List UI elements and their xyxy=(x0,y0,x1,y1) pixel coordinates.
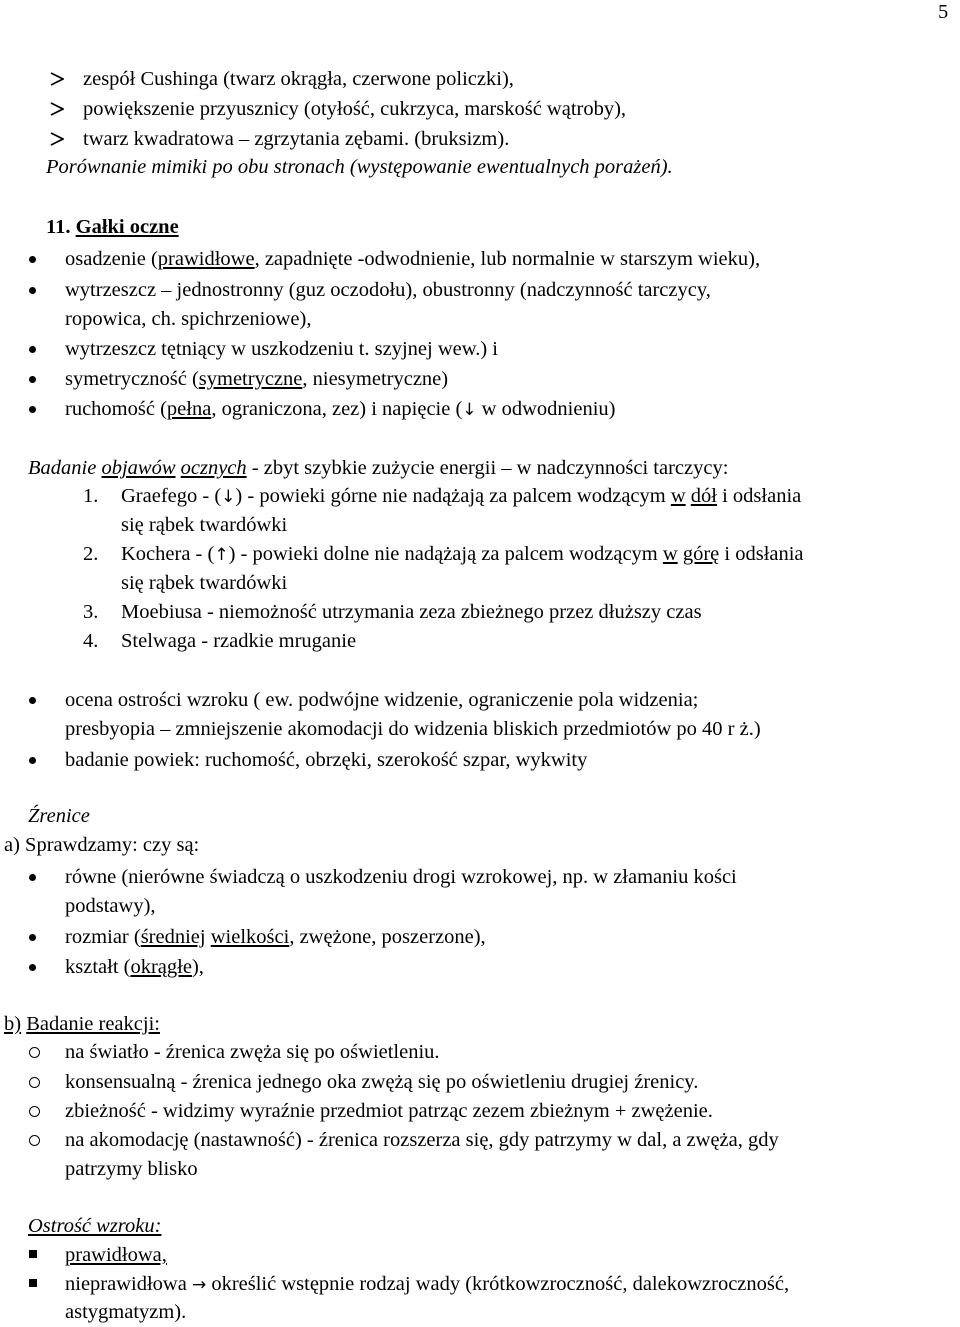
bullet-icon xyxy=(29,406,36,413)
list-item: kształt (okrągłe), xyxy=(65,956,204,978)
badanie-heading: Badanie objawów ocznych - zbyt szybkie zużycie energii – w nadczynności tarczycy: xyxy=(28,457,729,479)
list-item: badanie powiek: ruchomość, obrzęki, szerokość szpar, wykwity xyxy=(65,749,588,771)
list-item: ocena ostrości wzroku ( ew. podwójne widzenie, ograniczenie pola widzenia; xyxy=(65,689,699,711)
page-number: 5 xyxy=(938,1,949,23)
list-item: nieprawidłowa → określić wstępnie rodzaj wady (krótkowzroczność, dalekowzroczność, xyxy=(65,1273,790,1295)
list-item: na akomodację (nastawność) - źrenica rozszerza się, gdy patrzymy w dal, a zwęża, gdy xyxy=(65,1129,779,1151)
list-item-continuation: się rąbek twardówki xyxy=(121,514,288,536)
list-number: 4. xyxy=(83,630,99,652)
list-item-continuation: się rąbek twardówki xyxy=(121,572,288,594)
square-bullet-icon xyxy=(29,1250,37,1258)
bullet-icon xyxy=(29,287,36,294)
list-item: twarz kwadratowa – zgrzytania zębami. (bruksizm). xyxy=(83,128,510,150)
zrenice-b-heading: b) Badanie reakcji: xyxy=(4,1013,160,1035)
bullet-icon xyxy=(29,697,36,704)
square-bullet-icon xyxy=(29,1279,37,1287)
list-item: konsensualną - źrenica jednego oka zwężą się po oświetleniu drugiej źrenicy. xyxy=(65,1071,699,1093)
list-item: powiększenie przyusznicy (otyłość, cukrzyca, marskość wątroby), xyxy=(83,98,627,120)
list-item: ruchomość (pełna, ograniczona, zez) i napięcie (↓ w odwodnieniu) xyxy=(65,398,616,420)
bullet-icon xyxy=(29,874,36,881)
list-item: symetryczność (symetryczne, niesymetryczne) xyxy=(65,368,449,390)
right-arrow-icon: → xyxy=(191,1275,207,1295)
circle-bullet-icon xyxy=(29,1135,40,1146)
bullet-icon xyxy=(29,256,36,263)
list-number: 2. xyxy=(83,543,99,565)
list-item: równe (nierówne świadczą o uszkodzeniu drogi wzrokowej, np. w złamaniu kości xyxy=(65,866,737,888)
list-item: rozmiar (średniej wielkości, zwężone, poszerzone), xyxy=(65,926,486,948)
list-item: zbieżność - widzimy wyraźnie przedmiot patrząc zezem zbieżnym + zwężenie. xyxy=(65,1100,713,1122)
list-item: na światło - źrenica zwęża się po oświetleniu. xyxy=(65,1041,440,1063)
bullet-icon xyxy=(29,964,36,971)
list-number: 3. xyxy=(83,601,99,623)
section-heading xyxy=(46,215,179,239)
list-item: Kochera - (↑) - powieki dolne nie nadążają za palcem wodzącym w górę i odsłania xyxy=(121,543,804,565)
circle-bullet-icon xyxy=(29,1106,40,1117)
section-title: Gałki oczne xyxy=(75,216,179,238)
list-number: 1. xyxy=(83,485,99,507)
list-item: osadzenie (prawidłowe, zapadnięte -odwodnienie, lub normalnie w starszym wieku), xyxy=(65,248,761,270)
list-item: Stelwaga - rzadkie mruganie xyxy=(121,630,357,652)
up-arrow-icon: ↑ xyxy=(214,545,229,565)
bullet-icon xyxy=(29,757,36,764)
arrow-bullet-icon xyxy=(50,72,64,86)
arrow-bullet-icon xyxy=(50,102,64,116)
bullet-icon xyxy=(29,346,36,353)
list-item: wytrzeszcz – jednostronny (guz oczodołu), obustronny (nadczynność tarczycy, xyxy=(65,279,711,301)
list-item-continuation: patrzymy blisko xyxy=(65,1158,198,1180)
zrenice-title: Źrenice xyxy=(28,805,90,827)
circle-bullet-icon xyxy=(29,1077,40,1088)
list-item-continuation: presbyopia – zmniejszenie akomodacji do widzenia bliskich przedmiotów po 40 r ż.) xyxy=(65,718,761,740)
bullet-icon xyxy=(29,376,36,383)
circle-bullet-icon xyxy=(29,1047,40,1058)
arrow-bullet-icon xyxy=(50,132,64,146)
list-item: Graefego - (↓) - powieki górne nie nadążają za palcem wodzącym w dół i odsłania xyxy=(121,485,802,507)
list-item: zespół Cushinga (twarz okrągła, czerwone policzki), xyxy=(83,68,514,90)
mimika-note: Porównanie mimiki po obu stronach (występowanie ewentualnych porażeń). xyxy=(46,156,673,178)
list-item: wytrzeszcz tętniący w uszkodzeniu t. szyjnej wew.) i xyxy=(65,338,498,360)
down-arrow-icon: ↓ xyxy=(221,487,236,507)
list-item: Moebiusa - niemożność utrzymania zeza zbieżnego przez dłuższy czas xyxy=(121,601,702,623)
list-item: prawidłowa, xyxy=(65,1244,167,1266)
zrenice-a-heading: a) Sprawdzamy: czy są: xyxy=(4,834,200,856)
ostrosc-title: Ostrość wzroku: xyxy=(28,1215,162,1237)
bullet-icon xyxy=(29,934,36,941)
list-item-continuation: podstawy), xyxy=(65,895,156,917)
list-item-continuation: ropowica, ch. spichrzeniowe), xyxy=(65,308,312,330)
down-arrow-icon: ↓ xyxy=(462,400,477,420)
section-number: 11. xyxy=(46,216,71,238)
list-item-continuation: astygmatyzm). xyxy=(65,1301,187,1323)
